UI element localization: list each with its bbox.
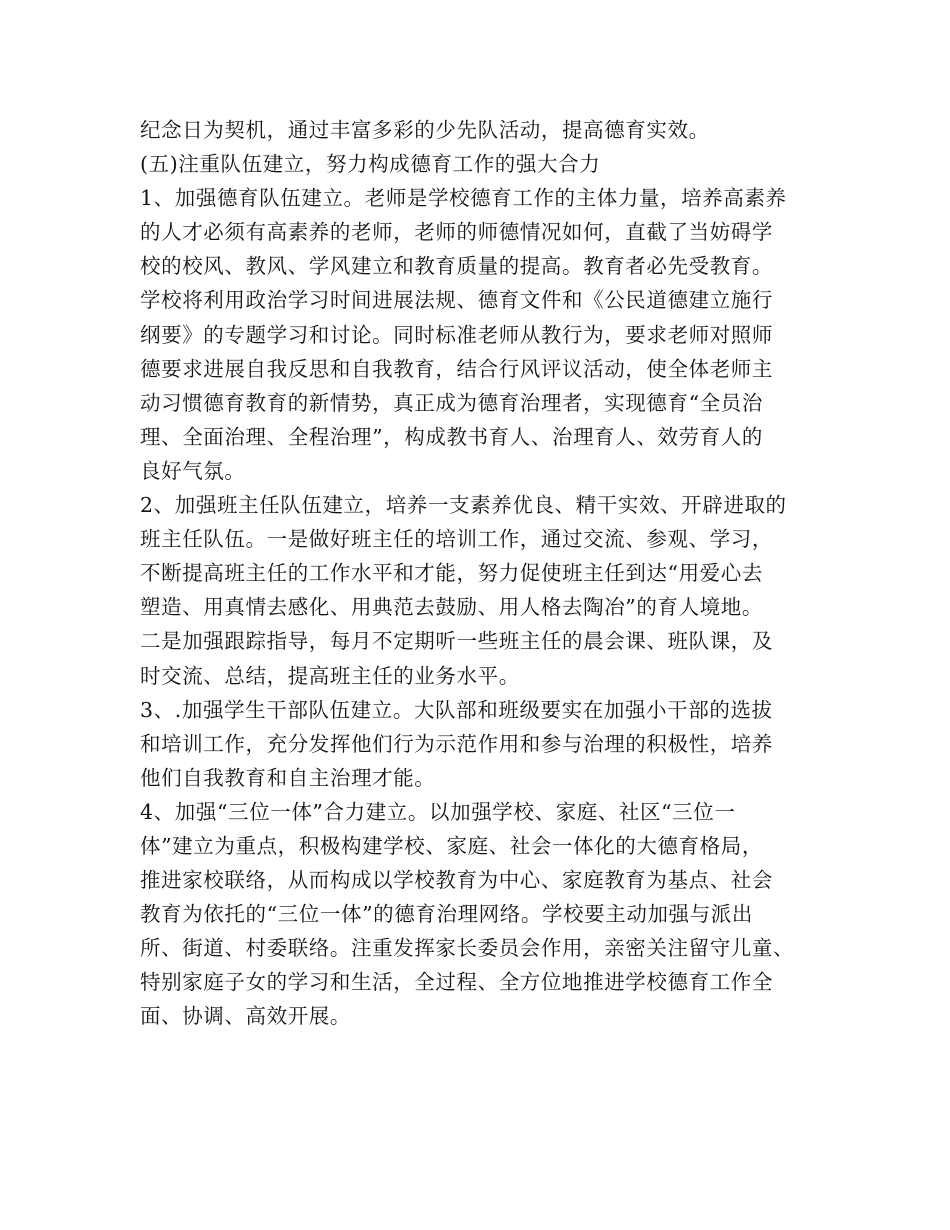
text-line: 特别家庭子女的学习和生活，全过程、全方位地推进学校德育工作全 [140,970,773,995]
text-line: 3、.加强学生干部队伍建立。大队部和班级要实在加强小干部的选拔 [140,697,773,722]
text-line: 教育为依托的“三位一体”的德育治理网络。学校要主动加强与派出 [140,902,753,927]
text-line: 2、加强班主任队伍建立，培养一支素养优良、精干实效、开辟进取的 [140,493,787,518]
text-line: 1、加强德育队伍建立。老师是学校德育工作的主体力量，培养高素养 [140,186,787,211]
text-line: 不断提高班主任的工作水平和才能，努力促使班主任到达“用爱心去 [140,561,763,586]
text-line: 校的校风、教风、学风建立和教育质量的提高。教育者必先受教育。 [140,254,773,279]
text-line: 动习惯德育教育的新情势，真正成为德育治理者，实现德育“全员治 [140,390,763,415]
text-line: 推进家校联络，从而构成以学校教育为中心、家庭教育为基点、社会 [140,868,773,893]
text-line: 理、全面治理、全程治理”，构成教书育人、治理育人、效劳育人的 [140,424,763,449]
text-line: 纪念日为契机，通过丰富多彩的少先队活动，提高德育实效。 [140,118,710,142]
text-line: 良好气氛。 [140,458,246,483]
text-line: 所、街道、村委联络。注重发挥家长委员会作用，亲密关注留守儿童、 [140,936,795,961]
text-line: 体”建立为重点，积极构建学校、家庭、社会一体化的大德育格局， [140,833,763,858]
text-line: 塑造、用真情去感化、用典范去鼓励、用人格去陶冶”的育人境地。 [140,595,763,620]
text-line: 纲要》的专题学习和讨论。同时标准老师从教行为，要求老师对照师 [140,322,773,347]
text-line: 和培训工作，充分发挥他们行为示范作用和参与治理的积极性，培养 [140,731,773,756]
text-line: 时交流、总结，提高班主任的业务水平。 [140,663,520,688]
text-line: 学校将利用政治学习时间进展法规、德育文件和《公民道德建立施行 [140,288,773,313]
text-line: 二是加强跟踪指导，每月不定期听一些班主任的晨会课、班队课，及 [140,629,773,654]
section-heading: (五)注重队伍建立，努力构成德育工作的强大合力 [140,152,601,177]
text-line: 德要求进展自我反思和自我教育，结合行风评议活动，使全体老师主 [140,356,773,381]
text-line: 面、协调、高效开展。 [140,1004,351,1029]
text-line: 班主任队伍。一是做好班主任的培训工作，通过交流、参观、学习， [140,527,773,552]
text-line: 4、加强“三位一体”合力建立。以加强学校、家庭、社区“三位一 [140,799,736,824]
document-body [140,113,830,1034]
text-line: 的人才必须有高素养的老师，老师的师德情况如何，直截了当妨碍学 [140,220,773,245]
text-line: 他们自我教育和自主治理才能。 [140,765,436,790]
